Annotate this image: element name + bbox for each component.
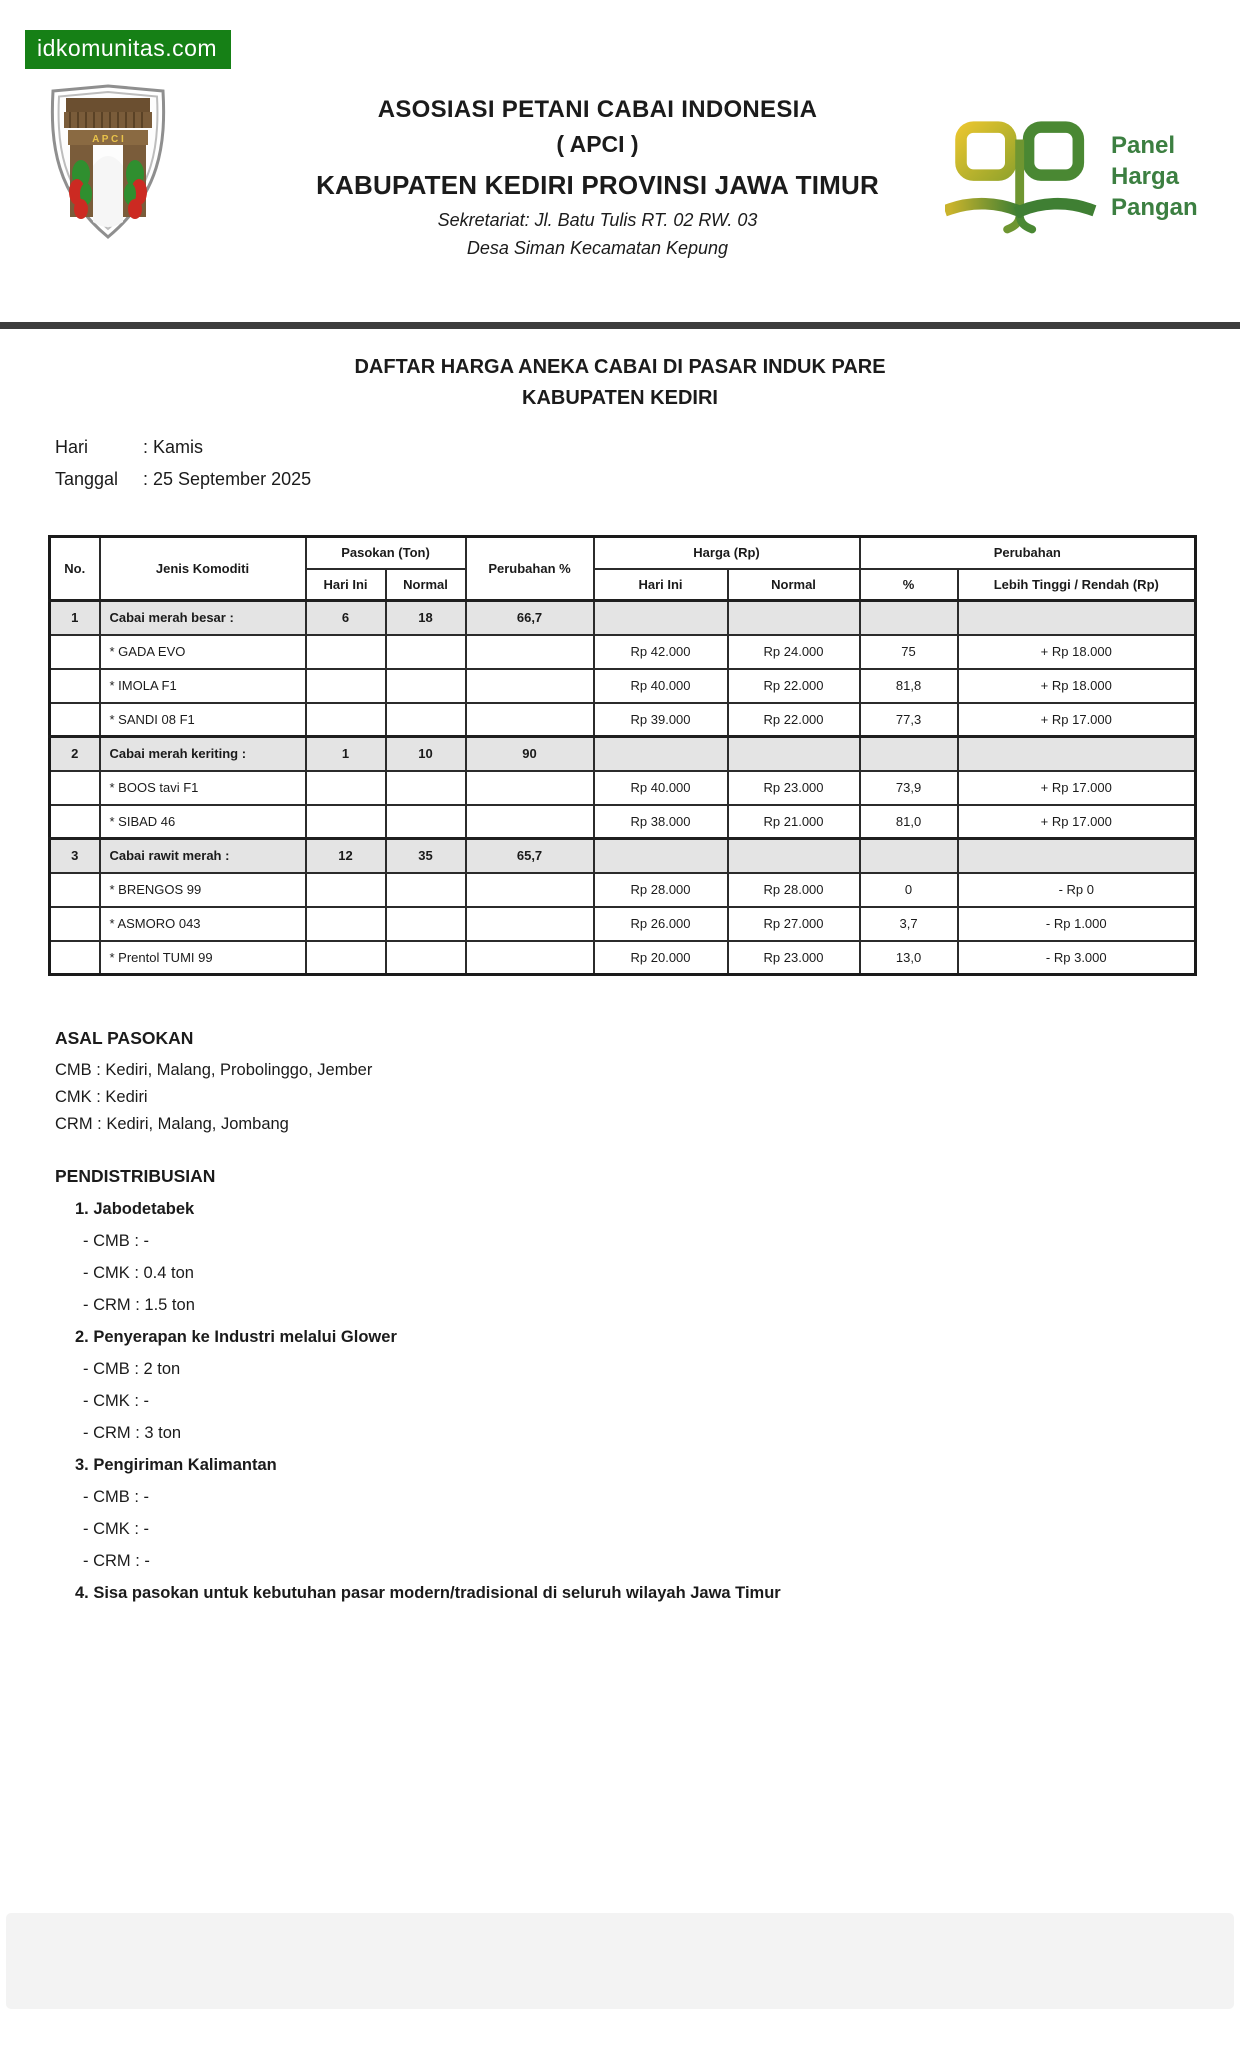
panel-logo-line2: Harga — [1111, 162, 1180, 190]
commodity-item-row — [50, 907, 1196, 941]
cell-supply-today — [306, 907, 386, 941]
header-supply-today: Hari Ini — [306, 569, 386, 601]
panel-logo-line3: Pangan — [1111, 193, 1198, 221]
cell-price-normal: Rp 23.000 — [728, 771, 860, 805]
cell-no — [50, 669, 100, 703]
cell-pct: 81,8 — [860, 669, 958, 703]
document-title-line1: DAFTAR HARGA ANEKA CABAI DI PASAR INDUK PARE — [354, 356, 886, 378]
cell-commodity: * IMOLA F1 — [100, 669, 306, 703]
cell-commodity: Cabai merah besar : — [100, 601, 306, 635]
secretariat-address-line1: Sekretariat: Jl. Batu Tulis RT. 02 RW. 03 — [437, 210, 758, 230]
cell-supply-normal — [386, 941, 466, 975]
cell-diff: - Rp 0 — [958, 873, 1196, 907]
distribution-item-label: 1. Jabodetabek — [75, 1200, 195, 1218]
cell-price-today: Rp 38.000 — [594, 805, 728, 839]
cell-change-pct — [466, 805, 594, 839]
cell-supply-today — [306, 635, 386, 669]
cell-diff — [958, 839, 1196, 873]
cell-no: 3 — [50, 839, 100, 873]
cell-no: 2 — [50, 737, 100, 771]
header-change-group: Perubahan — [860, 537, 1196, 569]
distribution-sub-item: - CMK : 0.4 ton — [83, 1264, 194, 1282]
cell-price-normal: Rp 23.000 — [728, 941, 860, 975]
cell-pct: 73,9 — [860, 771, 958, 805]
cell-change-pct — [466, 941, 594, 975]
cell-diff — [958, 601, 1196, 635]
cell-price-normal: Rp 24.000 — [728, 635, 860, 669]
header-divider — [0, 322, 1240, 329]
distribution-item-label: 3. Pengiriman Kalimantan — [75, 1456, 277, 1474]
header-price-normal: Normal — [728, 569, 860, 601]
cell-pct — [860, 839, 958, 873]
cell-change-pct — [466, 703, 594, 737]
header-price-group: Harga (Rp) — [594, 537, 860, 569]
header-price-today: Hari Ini — [594, 569, 728, 601]
cell-supply-today — [306, 805, 386, 839]
cell-supply-normal — [386, 703, 466, 737]
cell-price-today — [594, 839, 728, 873]
cell-price-normal: Rp 22.000 — [728, 669, 860, 703]
cell-supply-today — [306, 873, 386, 907]
meta-day-row — [55, 437, 311, 469]
cell-price-today: Rp 28.000 — [594, 873, 728, 907]
cell-commodity: Cabai rawit merah : — [100, 839, 306, 873]
commodity-item-row — [50, 771, 1196, 805]
cell-price-normal — [728, 601, 860, 635]
meta-date-row — [55, 469, 311, 501]
date-label: Tanggal — [55, 469, 119, 489]
commodity-item-row — [50, 805, 1196, 839]
cell-pct: 3,7 — [860, 907, 958, 941]
footer-band — [6, 1913, 1234, 2009]
cell-no — [50, 771, 100, 805]
cell-price-normal: Rp 21.000 — [728, 805, 860, 839]
cell-diff: - Rp 1.000 — [958, 907, 1196, 941]
cell-supply-today: 1 — [306, 737, 386, 771]
cell-supply-normal: 10 — [386, 737, 466, 771]
cell-price-today: Rp 42.000 — [594, 635, 728, 669]
panel-logo-line1: Panel — [1111, 131, 1176, 159]
cell-diff: + Rp 18.000 — [958, 635, 1196, 669]
cell-change-pct — [466, 635, 594, 669]
cell-supply-today — [306, 771, 386, 805]
cell-diff: - Rp 3.000 — [958, 941, 1196, 975]
cell-supply-today: 6 — [306, 601, 386, 635]
header-supply-normal: Normal — [386, 569, 466, 601]
distribution-sub-item: - CMB : - — [83, 1232, 149, 1250]
cell-no — [50, 703, 100, 737]
supply-origin-line: CMK : Kediri — [55, 1088, 148, 1106]
header-change-pct: Perubahan % — [466, 537, 594, 601]
cell-price-today — [594, 737, 728, 771]
distribution-sub-item: - CRM : 1.5 ton — [83, 1296, 195, 1314]
cell-pct — [860, 737, 958, 771]
cell-price-today: Rp 40.000 — [594, 771, 728, 805]
cell-commodity: * ASMORO 043 — [100, 907, 306, 941]
letterhead — [225, 96, 970, 259]
distribution-sub-item: - CRM : - — [83, 1552, 150, 1570]
cell-supply-normal — [386, 907, 466, 941]
header-no: No. — [50, 537, 100, 601]
cell-change-pct — [466, 873, 594, 907]
cell-change-pct — [466, 771, 594, 805]
cell-pct: 75 — [860, 635, 958, 669]
distribution-sub-item: - CMK : - — [83, 1520, 149, 1538]
date-value: : 25 September 2025 — [143, 469, 312, 489]
org-region-line: KABUPATEN KEDIRI PROVINSI JAWA TIMUR — [316, 170, 879, 200]
day-value: : Kamis — [143, 437, 204, 457]
cell-price-normal: Rp 22.000 — [728, 703, 860, 737]
cell-no — [50, 907, 100, 941]
cell-supply-today — [306, 703, 386, 737]
cell-price-today: Rp 26.000 — [594, 907, 728, 941]
cell-commodity: * SIBAD 46 — [100, 805, 306, 839]
cell-price-normal — [728, 737, 860, 771]
supply-origin-line: CMB : Kediri, Malang, Probolinggo, Jember — [55, 1061, 373, 1079]
cell-no — [50, 873, 100, 907]
commodity-item-row — [50, 635, 1196, 669]
commodity-item-row — [50, 941, 1196, 975]
cell-price-normal: Rp 28.000 — [728, 873, 860, 907]
supply-origin-heading: ASAL PASOKAN — [55, 1028, 194, 1048]
distribution-sub-item: - CMB : 2 ton — [83, 1360, 181, 1378]
commodity-category-row — [50, 737, 1196, 771]
commodity-item-row — [50, 669, 1196, 703]
cell-no — [50, 805, 100, 839]
document-title-line2: KABUPATEN KEDIRI — [522, 387, 718, 409]
watermark-badge: idkomunitas.com — [25, 30, 231, 69]
commodity-category-row — [50, 601, 1196, 635]
cell-commodity: Cabai merah keriting : — [100, 737, 306, 771]
org-name-line1: ASOSIASI PETANI CABAI INDONESIA — [377, 96, 818, 123]
cell-no — [50, 635, 100, 669]
distribution-heading: PENDISTRIBUSIAN — [55, 1166, 216, 1186]
cell-price-today: Rp 40.000 — [594, 669, 728, 703]
cell-supply-normal: 18 — [386, 601, 466, 635]
supply-origin-lines — [55, 1057, 372, 1138]
cell-supply-today — [306, 941, 386, 975]
distribution-list — [55, 1193, 1185, 1609]
cell-diff: + Rp 17.000 — [958, 771, 1196, 805]
cell-supply-normal — [386, 771, 466, 805]
distribution-sub-item: - CMB : - — [83, 1488, 149, 1506]
apci-shield-label: A P C I — [92, 134, 124, 145]
header-supply-group: Pasokan (Ton) — [306, 537, 466, 569]
supply-origin-section — [55, 1028, 372, 1138]
cell-supply-normal — [386, 669, 466, 703]
cell-change-pct: 65,7 — [466, 839, 594, 873]
panel-harga-pangan-icon — [945, 102, 1105, 250]
cell-supply-today — [306, 669, 386, 703]
apci-shield-logo — [44, 82, 172, 242]
commodity-category-row — [50, 839, 1196, 873]
cell-diff: + Rp 17.000 — [958, 805, 1196, 839]
cell-supply-today: 12 — [306, 839, 386, 873]
cell-price-today: Rp 39.000 — [594, 703, 728, 737]
distribution-sub-item: - CMK : - — [83, 1392, 149, 1410]
secretariat-address-line2: Desa Siman Kecamatan Kepung — [466, 238, 729, 258]
cell-commodity: * GADA EVO — [100, 635, 306, 669]
commodity-item-row — [50, 873, 1196, 907]
report-meta — [55, 437, 311, 501]
cell-supply-normal — [386, 805, 466, 839]
cell-pct — [860, 601, 958, 635]
distribution-sub-item: - CRM : 3 ton — [83, 1424, 182, 1442]
cell-pct: 81,0 — [860, 805, 958, 839]
distribution-item-label: 4. Sisa pasokan untuk kebutuhan pasar modern/tradisional di seluruh wilayah Jawa Timur — [75, 1584, 781, 1602]
cell-change-pct: 90 — [466, 737, 594, 771]
cell-commodity: * Prentol TUMI 99 — [100, 941, 306, 975]
supply-origin-line: CRM : Kediri, Malang, Jombang — [55, 1115, 289, 1133]
cell-commodity: * BRENGOS 99 — [100, 873, 306, 907]
cell-supply-normal: 35 — [386, 839, 466, 873]
cell-price-normal: Rp 27.000 — [728, 907, 860, 941]
cell-change-pct — [466, 669, 594, 703]
cell-price-normal — [728, 839, 860, 873]
cell-commodity: * BOOS tavi F1 — [100, 771, 306, 805]
cell-diff: + Rp 17.000 — [958, 703, 1196, 737]
cell-supply-normal — [386, 635, 466, 669]
org-name-line2: ( APCI ) — [556, 131, 639, 157]
distribution-item-label: 2. Penyerapan ke Industri melalui Glower — [75, 1328, 397, 1346]
cell-diff: + Rp 18.000 — [958, 669, 1196, 703]
cell-price-today: Rp 20.000 — [594, 941, 728, 975]
header-commodity: Jenis Komoditi — [100, 537, 306, 601]
cell-no: 1 — [50, 601, 100, 635]
price-table-header — [50, 537, 1196, 601]
cell-pct: 0 — [860, 873, 958, 907]
day-label: Hari — [55, 437, 89, 457]
cell-pct: 77,3 — [860, 703, 958, 737]
cell-supply-normal — [386, 873, 466, 907]
panel-harga-pangan-logo — [945, 102, 1225, 250]
document-title — [0, 352, 1240, 414]
distribution-section — [55, 1166, 1185, 1609]
panel-logo-text — [1111, 130, 1198, 223]
cell-pct: 13,0 — [860, 941, 958, 975]
header-diff: Lebih Tinggi / Rendah (Rp) — [958, 569, 1196, 601]
price-table-body — [50, 601, 1196, 975]
cell-price-today — [594, 601, 728, 635]
cell-change-pct: 66,7 — [466, 601, 594, 635]
header-pct: % — [860, 569, 958, 601]
cell-diff — [958, 737, 1196, 771]
cell-commodity: * SANDI 08 F1 — [100, 703, 306, 737]
price-table — [48, 535, 1197, 976]
cell-no — [50, 941, 100, 975]
cell-change-pct — [466, 907, 594, 941]
commodity-item-row — [50, 703, 1196, 737]
